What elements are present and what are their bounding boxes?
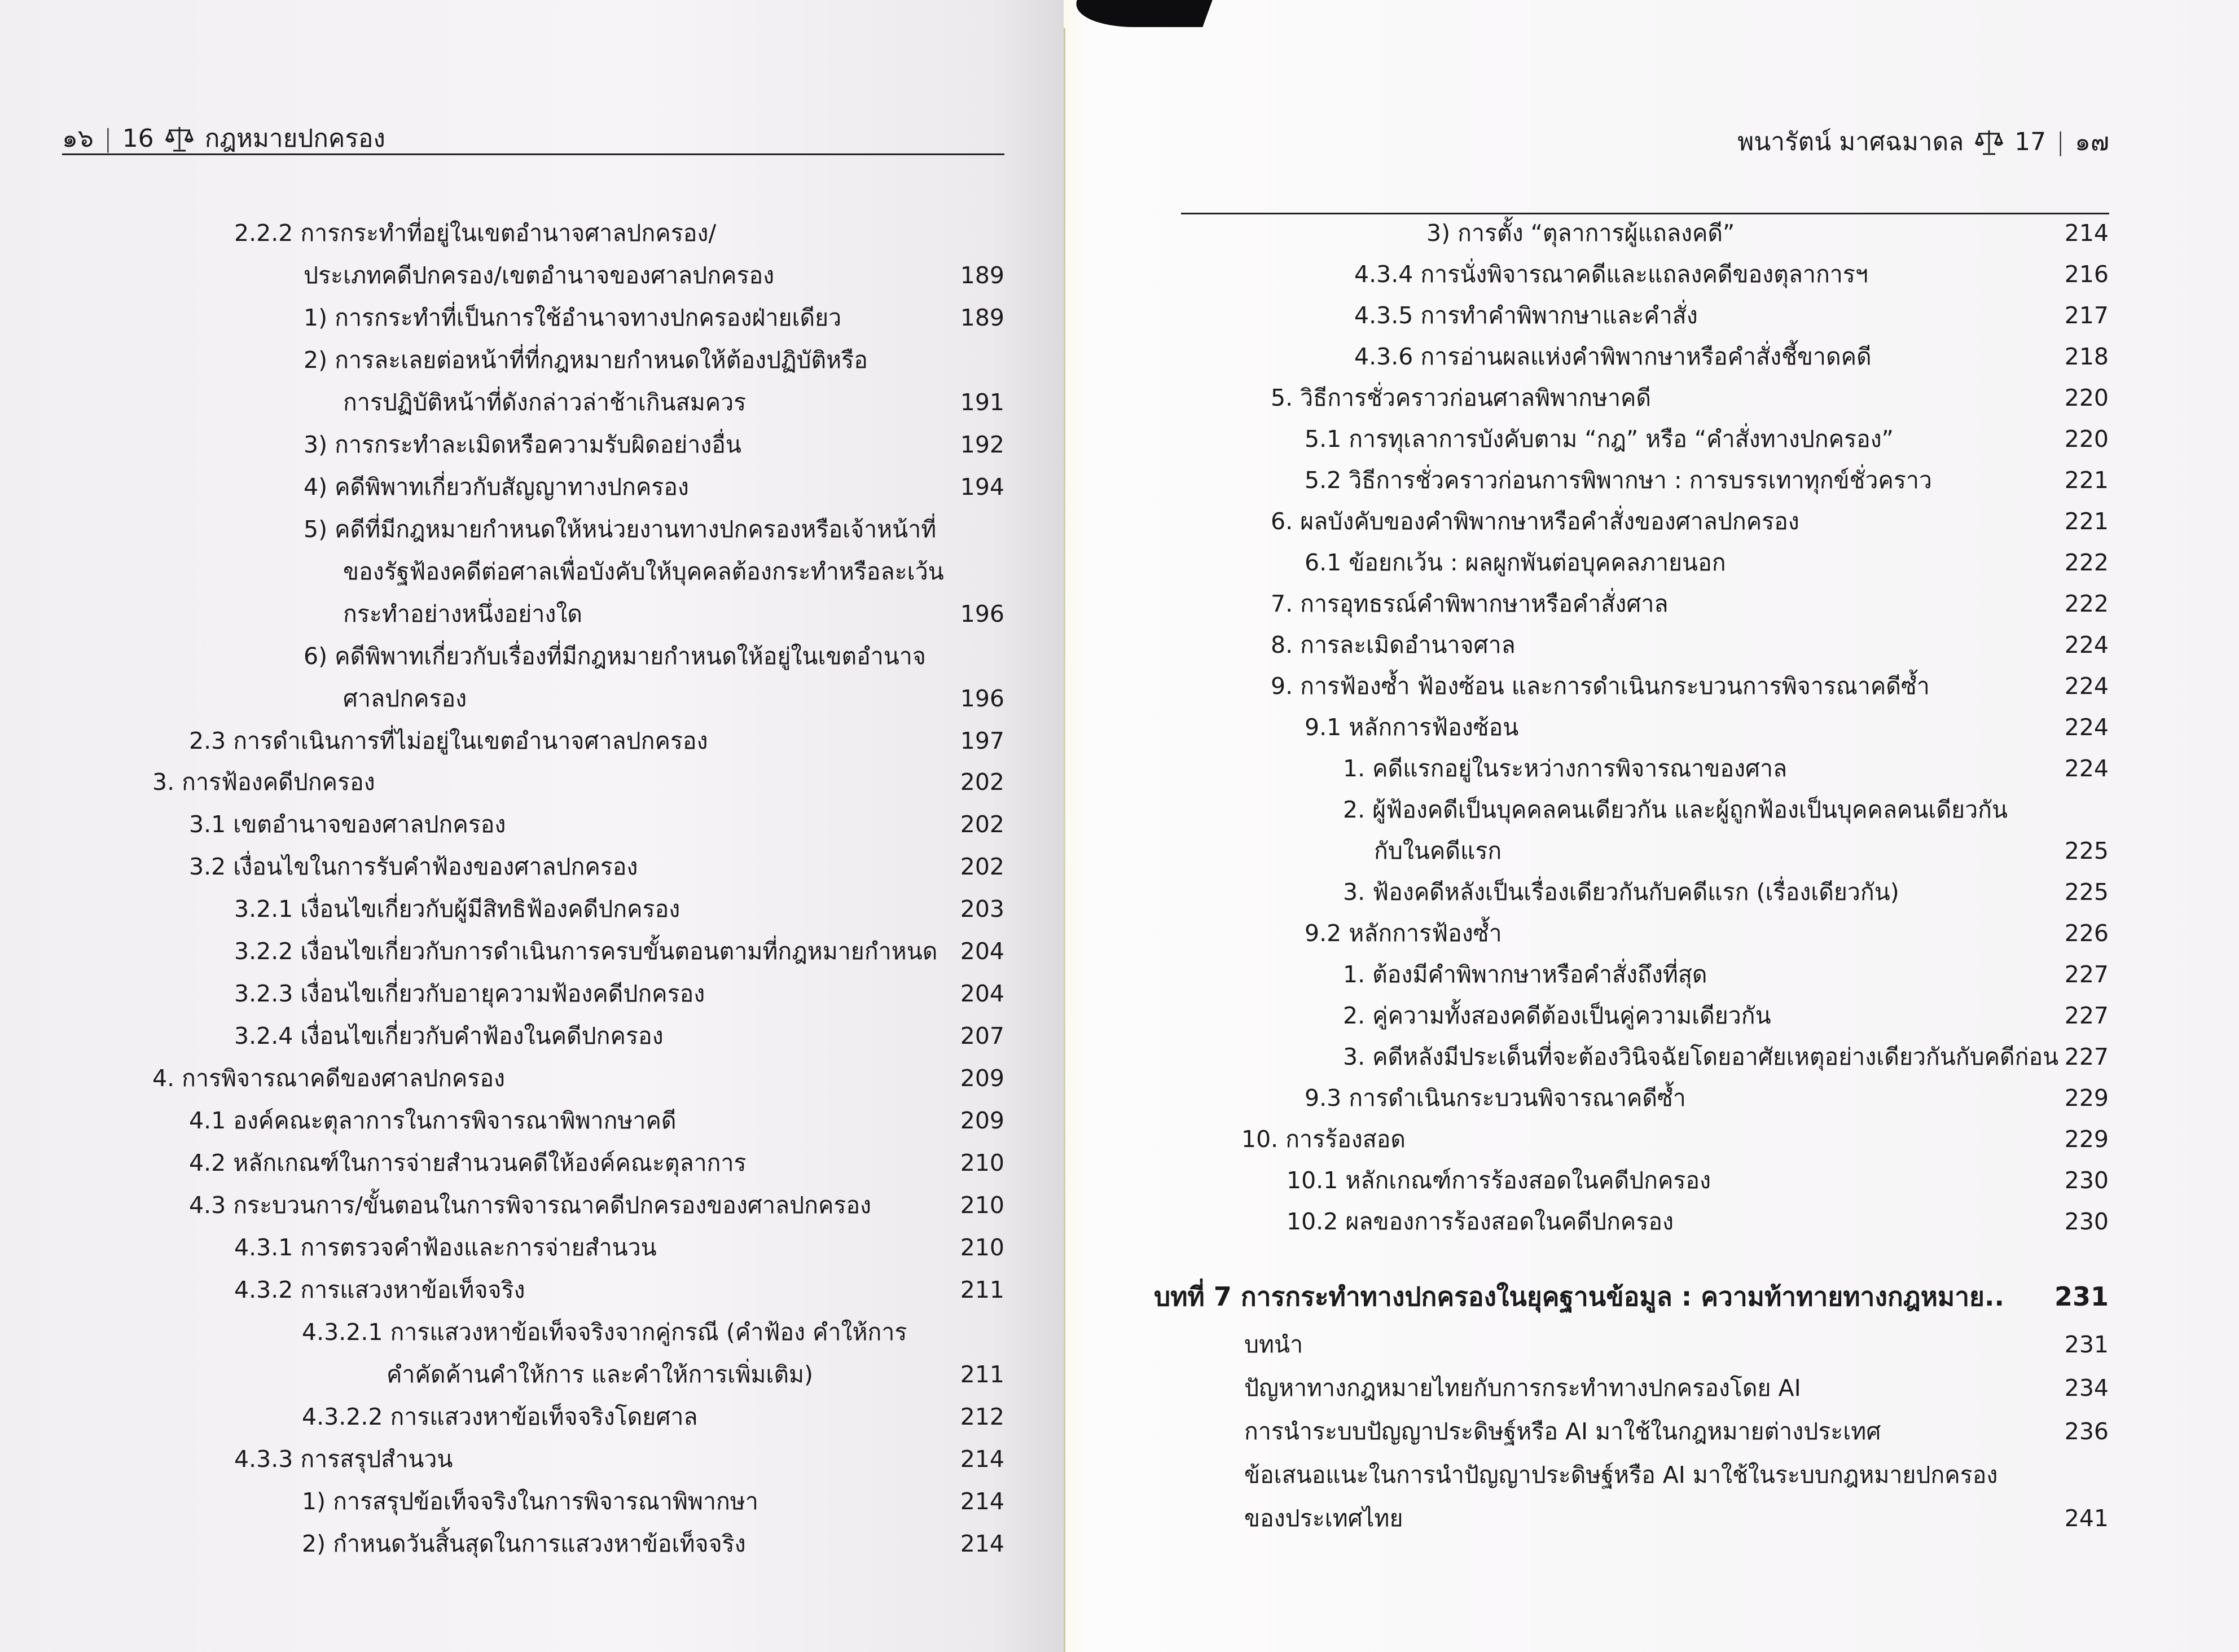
toc-page-number: 204 (960, 938, 1004, 965)
toc-page-number: 230 (2064, 1208, 2109, 1235)
page-number-thai: ๑๖ (62, 124, 94, 153)
toc-entry-title: 5.1 การทุเลาการบังคับตาม “กฎ” หรือ “คำสั่งทางปกครอง” (1305, 425, 1894, 452)
scales-of-justice-icon (1974, 128, 2004, 156)
toc-page-number: 227 (2064, 961, 2109, 988)
toc-entry-title: 10. การร้องสอด (1241, 1126, 1406, 1153)
toc-page-number: 217 (2064, 302, 2109, 329)
toc-page-number: 210 (960, 1192, 1004, 1219)
toc-page-number: 225 (2064, 878, 2109, 906)
toc-page-number: 189 (960, 304, 1004, 331)
toc-entry-title: 3.2.4 เงื่อนไขเกี่ยวกับคำฟ้องในคดีปกครอง (234, 1022, 664, 1049)
toc-entry-title: 4.3.1 การตรวจคำฟ้องและการจ่ายสำนวน (234, 1234, 657, 1261)
toc-entry-title: ศาลปกครอง (343, 685, 467, 712)
toc-entry-title: คำคัดค้านคำให้การ และคำให้การเพิ่มเติม) (387, 1361, 814, 1388)
toc-entry-title: บทที่ 7 การกระทำทางปกครองในยุคฐานข้อมูล : ความท้าทายทางกฎหมาย.. (1154, 1281, 2004, 1312)
toc-page-number: 209 (960, 1107, 1004, 1134)
toc-entry-title: ของประเทศไทย (1244, 1505, 1403, 1532)
toc-entry-title: 9.2 หลักการฟ้องซ้ำ (1305, 920, 1502, 947)
toc-page-number: 236 (2064, 1418, 2109, 1445)
toc-entry-title: 4.3.4 การนั่งพิจารณาคดีและแถลงคดีของตุลาการฯ (1354, 261, 1868, 288)
toc-entry-title: 1) การสรุปข้อเท็จจริงในการพิจารณาพิพากษา (302, 1488, 758, 1515)
toc-entry-title: ปัญหาทางกฎหมายไทยกับการกระทำทางปกครองโดย AI (1244, 1374, 1801, 1401)
toc-page-number: 212 (960, 1403, 1004, 1430)
toc-entry-title: ข้อเสนอแนะในการนำปัญญาประดิษฐ์หรือ AI มาใช้ในระบบกฎหมายปกครอง (1244, 1461, 1998, 1488)
toc-page-number: 197 (960, 727, 1004, 754)
toc-entry-title: ประเภทคดีปกครอง/เขตอำนาจของศาลปกครอง (304, 262, 775, 289)
toc-entry-title: 4.2 หลักเกณฑ์ในการจ่ายสำนวนคดีให้องค์คณะตุลาการ (189, 1149, 747, 1176)
toc-page-number: 231 (2054, 1281, 2109, 1312)
toc-page-number: 210 (960, 1149, 1004, 1176)
toc-entry-title: 4.3.6 การอ่านผลแห่งคำพิพากษาหรือคำสั่งชี้ขาดคดี (1354, 343, 1872, 370)
toc-entry-title: 6. ผลบังคับของคำพิพากษาหรือคำสั่งของศาลปกครอง (1271, 508, 1799, 535)
toc-page-number: 211 (960, 1276, 1004, 1303)
header-rule (62, 153, 1004, 155)
toc-entry-title: กระทำอย่างหนึ่งอย่างใด (343, 600, 583, 627)
toc-entry-title: 2) การละเลยต่อหน้าที่ที่กฎหมายกำหนดให้ต้องปฏิบัติหรือ (304, 346, 868, 374)
page-number-thai: ๑๗ (2074, 128, 2109, 156)
toc-page-number: 224 (2064, 755, 2109, 782)
toc-entry-title: 4) คดีพิพาทเกี่ยวกับสัญญาทางปกครอง (304, 473, 689, 500)
book-spine (1064, 28, 1065, 1652)
toc-page-number: 202 (960, 811, 1004, 838)
toc-entry-title: 7. การอุทธรณ์คำพิพากษาหรือคำสั่งศาล (1271, 590, 1669, 617)
toc-page-number: 227 (2064, 1002, 2109, 1029)
toc-page-number: 214 (960, 1530, 1004, 1557)
toc-entry-title: 4.3 กระบวนการ/ขั้นตอนในการพิจารณาคดีปกครองของศาลปกครอง (189, 1192, 872, 1219)
toc-entry-title: 1. ต้องมีคำพิพากษาหรือคำสั่งถึงที่สุด (1343, 961, 1707, 988)
toc-page-number: 218 (2064, 343, 2109, 370)
toc-entry-title: 4.1 องค์คณะตุลาการในการพิจารณาพิพากษาคดี (189, 1107, 677, 1134)
toc-entry-title: การปฏิบัติหน้าที่ดังกล่าวล่าช้าเกินสมควร (343, 389, 747, 416)
toc-page-number: 226 (2064, 920, 2109, 947)
toc-page-number: 214 (960, 1488, 1004, 1515)
toc-entry-title: 8. การละเมิดอำนาจศาล (1271, 631, 1516, 658)
toc-entry-title: 3.2 เงื่อนไขในการรับคำฟ้องของศาลปกครอง (189, 853, 638, 880)
toc-entry-title: 4.3.2 การแสวงหาข้อเท็จจริง (234, 1276, 525, 1303)
toc-entry-title: 1. คดีแรกอยู่ในระหว่างการพิจารณาของศาล (1343, 755, 1788, 782)
toc-page-number: 231 (2064, 1331, 2109, 1358)
toc-page-number: 202 (960, 853, 1004, 880)
toc-entry-title: บทนำ (1244, 1331, 1303, 1358)
toc-page-number: 230 (2064, 1167, 2109, 1194)
toc-page-number: 222 (2064, 549, 2109, 576)
toc-entry-title: 2.3 การดำเนินการที่ไม่อยู่ในเขตอำนาจศาลปกครอง (189, 727, 708, 754)
page-number: 16 (122, 124, 154, 153)
toc-entry-title: 3.1 เขตอำนาจของศาลปกครอง (189, 811, 506, 838)
toc-entry-title: 9.3 การดำเนินกระบวนพิจารณาคดีซ้ำ (1305, 1084, 1686, 1111)
toc-page-number: 210 (960, 1234, 1004, 1261)
toc-page-number: 214 (960, 1446, 1004, 1473)
toc-entry-title: 6) คดีพิพาทเกี่ยวกับเรื่องที่มีกฎหมายกำหนดให้อยู่ในเขตอำนาจ (304, 643, 926, 670)
toc-page-number: 225 (2064, 837, 2109, 864)
toc-entry-title: 10.1 หลักเกณฑ์การร้องสอดในคดีปกครอง (1287, 1167, 1711, 1194)
toc-page-number: 207 (960, 1022, 1004, 1049)
left-running-header (62, 123, 385, 155)
toc-page-number: 220 (2064, 384, 2109, 411)
header-separator: | (2056, 128, 2065, 156)
toc-entry-title: 5) คดีที่มีกฎหมายกำหนดให้หน่วยงานทางปกครองหรือเจ้าหน้าที่ (304, 516, 937, 543)
page-number: 17 (2014, 128, 2047, 156)
toc-entry-title: 2. ผู้ฟ้องคดีเป็นบุคคลคนเดียวกัน และผู้ถูกฟ้องเป็นบุคคลคนเดียวกัน (1343, 796, 2008, 823)
toc-page-number: 214 (2064, 219, 2109, 247)
toc-entry-title: 6.1 ข้อยกเว้น : ผลผูกพันต่อบุคคลภายนอก (1305, 549, 1726, 576)
toc-entry-title: 9. การฟ้องซ้ำ ฟ้องซ้อน และการดำเนินกระบวนการพิจารณาคดีซ้ำ (1271, 673, 1930, 700)
toc-page-number: 229 (2064, 1126, 2109, 1153)
toc-page-number: 211 (960, 1361, 1004, 1388)
toc-page-number: 227 (2064, 1043, 2109, 1070)
toc-entry-title: 5.2 วิธีการชั่วคราวก่อนการพิพากษา : การบรรเทาทุกข์ชั่วคราว (1305, 467, 1932, 494)
toc-entry-title: 3) การกระทำละเมิดหรือความรับผิดอย่างอื่น (304, 431, 741, 458)
toc-page-number: 189 (960, 262, 1004, 289)
toc-entry-title: ของรัฐฟ้องคดีต่อศาลเพื่อบังคับให้บุคคลต้องกระทำหรือละเว้น (343, 558, 944, 585)
toc-entry-title: 2.2.2 การกระทำที่อยู่ในเขตอำนาจศาลปกครอง/ (234, 219, 717, 247)
header-separator: | (103, 124, 112, 153)
toc-page-number: 191 (960, 389, 1004, 416)
toc-entry-title: 3. การฟ้องคดีปกครอง (152, 768, 375, 796)
toc-entry-title: 3.2.2 เงื่อนไขเกี่ยวกับการดำเนินการครบขั้นตอนตามที่กฎหมายกำหนด (234, 938, 938, 965)
toc-page-number: 216 (2064, 261, 2109, 288)
toc-page-number: 224 (2064, 631, 2109, 658)
toc-page-number: 224 (2064, 673, 2109, 700)
toc-page-number: 224 (2064, 714, 2109, 741)
toc-page-number: 204 (960, 980, 1004, 1007)
toc-entry-title: 3.2.1 เงื่อนไขเกี่ยวกับผู้มีสิทธิฟ้องคดีปกครอง (234, 895, 681, 922)
toc-page-number: 196 (960, 600, 1004, 627)
author-name: พนารัตน์ มาศฉมาดล (1737, 128, 1964, 156)
toc-page-number: 220 (2064, 425, 2109, 452)
toc-page-number: 209 (960, 1065, 1004, 1092)
toc-page-number: 202 (960, 768, 1004, 796)
toc-entry-title: 4.3.3 การสรุปสำนวน (234, 1446, 453, 1473)
toc-entry-title: 4. การพิจารณาคดีของศาลปกครอง (152, 1065, 506, 1092)
scales-of-justice-icon (164, 125, 195, 153)
toc-entry-title: 2) กำหนดวันสิ้นสุดในการแสวงหาข้อเท็จจริง (302, 1530, 746, 1557)
toc-entry-title: 5. วิธีการชั่วคราวก่อนศาลพิพากษาคดี (1271, 384, 1652, 411)
toc-entry-title: 4.3.2.1 การแสวงหาข้อเท็จจริงจากคู่กรณี (คำฟ้อง คำให้การ (302, 1319, 907, 1346)
toc-entry-title: กับในคดีแรก (1374, 837, 1502, 864)
toc-entry-title: 9.1 หลักการฟ้องซ้อน (1305, 714, 1519, 741)
toc-page-number: 241 (2064, 1505, 2109, 1532)
toc-page-number: 194 (960, 473, 1004, 500)
toc-page-number: 221 (2064, 508, 2109, 535)
toc-entry-title: 10.2 ผลของการร้องสอดในคดีปกครอง (1287, 1208, 1674, 1235)
toc-page-number: 203 (960, 895, 1004, 922)
toc-page-number: 192 (960, 431, 1004, 458)
toc-entry-title: การนำระบบปัญญาประดิษฐ์หรือ AI มาใช้ในกฎหมายต่างประเทศ (1244, 1418, 1881, 1445)
toc-page-number: 229 (2064, 1084, 2109, 1111)
toc-page-number: 222 (2064, 590, 2109, 617)
toc-page-number: 196 (960, 685, 1004, 712)
right-running-header (1737, 126, 2109, 158)
toc-entry-title: 4.3.5 การทำคำพิพากษาและคำสั่ง (1354, 302, 1698, 329)
toc-page-number: 234 (2064, 1374, 2109, 1401)
book-title: กฎหมายปกครอง (204, 124, 385, 153)
toc-entry-title: 3. ฟ้องคดีหลังเป็นเรื่องเดียวกันกับคดีแรก (เรื่องเดียวกัน) (1343, 878, 1899, 906)
toc-entry-title: 2. คู่ความทั้งสองคดีต้องเป็นคู่ความเดียวกัน (1343, 1002, 1771, 1029)
toc-entry-title: 1) การกระทำที่เป็นการใช้อำนาจทางปกครองฝ่ายเดียว (304, 304, 842, 331)
toc-entry-title: 4.3.2.2 การแสวงหาข้อเท็จจริงโดยศาล (302, 1403, 698, 1430)
toc-page-number: 221 (2064, 467, 2109, 494)
toc-entry-title: 3.2.3 เงื่อนไขเกี่ยวกับอายุความฟ้องคดีปกครอง (234, 980, 705, 1007)
toc-entry-title: 3. คดีหลังมีประเด็นที่จะต้องวินิจฉัยโดยอาศัยเหตุอย่างเดียวกันกับคดีก่อน (1343, 1043, 2059, 1070)
toc-entry-title: 3) การตั้ง “ตุลาการผู้แถลงคดี” (1426, 219, 1735, 247)
header-rule (1181, 213, 2109, 214)
